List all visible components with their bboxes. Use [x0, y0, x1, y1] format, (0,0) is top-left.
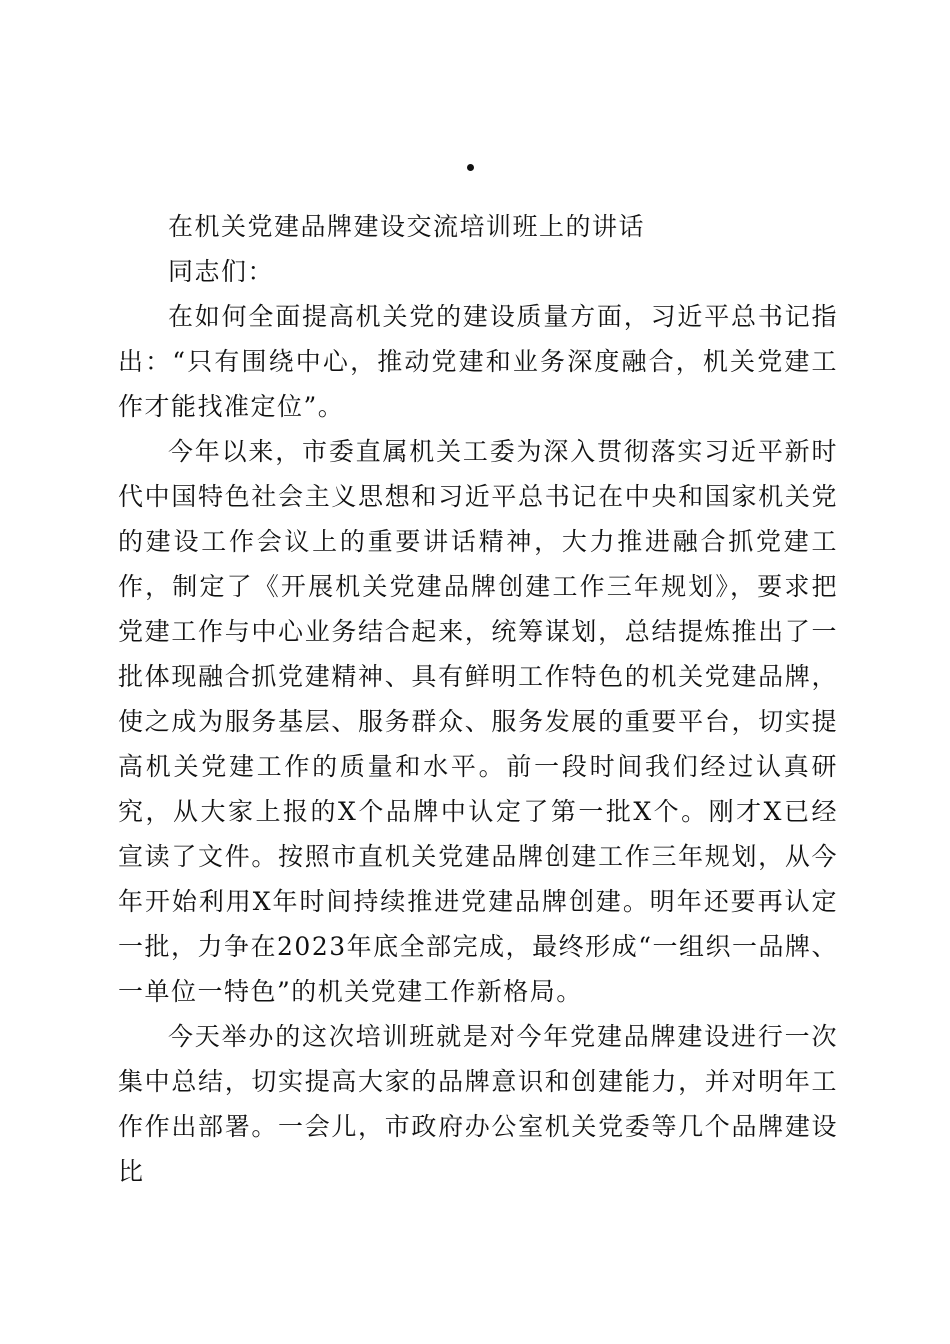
paragraph-2: 今年以来，市委直属机关工委为深入贯彻落实习近平新时代中国特色社会主义思想和习近平总书记在中央和国家机关党的建设工作会议上的重要讲话精神，大力推进融合抓党建工作，制定了《开展机关党建品牌创建工作三年规划》，要求把党建工作与中心业务结合起来，统筹谋划，总结提炼推出了一批体现融合抓党建精神、具有鲜明工作特色的机关党建品牌，使之成为服务基层、服务群众、服务发展的重要平台，切实提高机关党建工作的质量和水平。前一段时间我们经过认真研究，从大家上报的X个品牌中认定了第一批X个。刚才X已经宣读了文件。按照市直机关党建品牌创建工作三年规划，从今年开始利用X年时间持续推进党建品牌创建。明年还要再认定一批，力争在2023年底全部完成，最终形成“一组织一品牌、一单位一特色”的机关党建工作新格局。	[118, 437, 838, 1006]
header-dot	[467, 164, 474, 171]
salutation: 同志们：	[168, 257, 275, 286]
paragraph-1: 在如何全面提高机关党的建设质量方面，习近平总书记指出：“只有围绕中心，推动党建和业务深度融合，机关党建工作才能找准定位”。	[118, 302, 838, 421]
document-title: 在机关党建品牌建设交流培训班上的讲话	[168, 212, 646, 241]
paragraph-3: 今天举办的这次培训班就是对今年党建品牌建设进行一次集中总结，切实提高大家的品牌意识和创建能力，并对明年工作作出部署。一会儿，市政府办公室机关党委等几个品牌建设比	[118, 1022, 838, 1186]
document-body	[118, 204, 838, 1194]
